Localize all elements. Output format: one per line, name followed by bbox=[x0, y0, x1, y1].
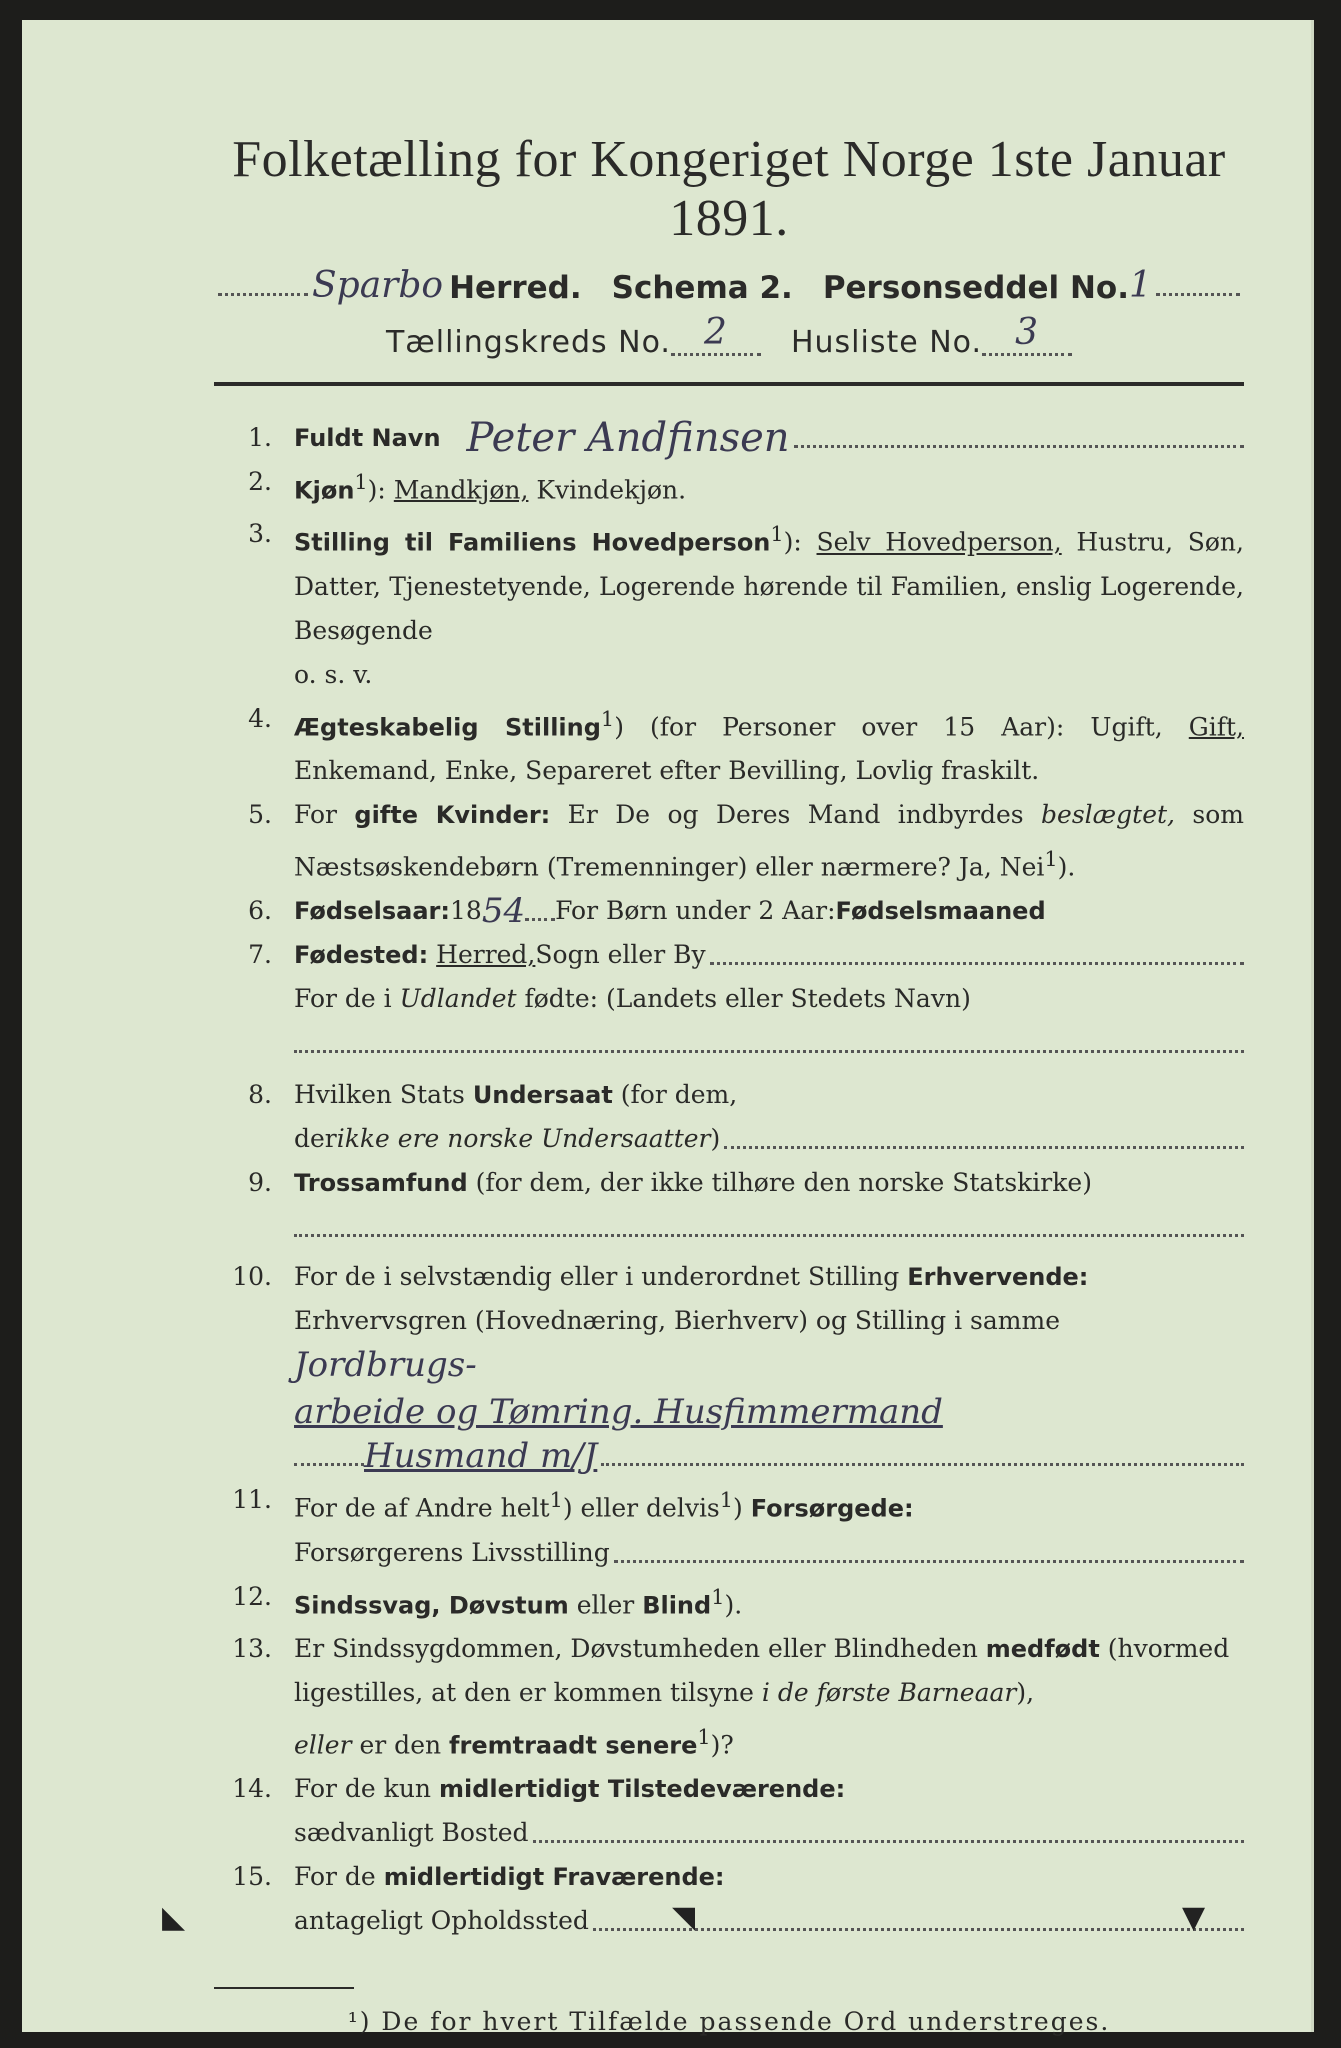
text: 18 bbox=[450, 896, 482, 926]
dotted-fill bbox=[794, 445, 1244, 448]
item-12 bbox=[214, 1575, 1244, 1627]
personseddel-handwritten: 1 bbox=[1128, 265, 1152, 306]
text: Er Sindssygdommen, Døvstumheden eller Blindheden bbox=[294, 1633, 986, 1663]
text: Sogn eller By bbox=[535, 940, 706, 970]
text: ): bbox=[367, 475, 386, 505]
answer-occupation-1: Jordbrugs- bbox=[294, 1345, 477, 1386]
kreds-line bbox=[214, 306, 1244, 360]
question-label: midlertidigt Fraværende: bbox=[383, 1863, 725, 1892]
text: For bbox=[294, 799, 355, 829]
footnote-marker: 1 bbox=[770, 522, 784, 547]
text: Udlandet bbox=[399, 984, 517, 1014]
text: o. s. v. bbox=[294, 659, 373, 689]
item-2 bbox=[214, 460, 1244, 512]
herred-line bbox=[214, 254, 1244, 306]
text: For de i selvstændig eller i underordnet Stilling bbox=[294, 1262, 908, 1292]
question-label: Kjøn bbox=[294, 476, 355, 505]
item-number: 6. bbox=[248, 896, 272, 926]
text: For Børn under 2 Aar: bbox=[555, 896, 836, 926]
item-number: 1. bbox=[248, 423, 272, 452]
text: der bbox=[294, 1124, 337, 1154]
header-rule bbox=[214, 382, 1244, 386]
item-10 bbox=[214, 1255, 1244, 1478]
item-number: 12. bbox=[232, 1581, 272, 1611]
item-number: 8. bbox=[248, 1080, 272, 1110]
question-label: Blind bbox=[642, 1590, 712, 1619]
item-5 bbox=[214, 793, 1244, 889]
form-title: Folketælling for Kongeriget Norge 1ste Januar 1891. bbox=[232, 131, 1226, 247]
kreds-label: Tællingskreds No. bbox=[385, 325, 671, 360]
text: sædvanligt Bosted bbox=[294, 1818, 529, 1848]
dotted-fill bbox=[218, 293, 308, 296]
text: som Næstsøskendebørn (Tremenninger) eller nærmere? Ja, Nei bbox=[294, 799, 1244, 882]
question-label: Erhvervende: bbox=[907, 1263, 1089, 1292]
husliste-label: Husliste No. bbox=[790, 325, 983, 360]
question-label: Forsørgede: bbox=[750, 1494, 914, 1523]
item-15 bbox=[214, 1855, 1244, 1943]
text: For de kun bbox=[294, 1774, 439, 1804]
corner-mark-icon: ▼ bbox=[1182, 1900, 1206, 1935]
item-13 bbox=[214, 1627, 1244, 1767]
text: beslægtet, bbox=[1041, 799, 1175, 829]
answer-birthyear: 54 bbox=[481, 891, 526, 932]
text: eller bbox=[568, 1589, 643, 1619]
footnote-marker: 1 bbox=[1044, 846, 1058, 871]
item-number: 13. bbox=[232, 1633, 272, 1663]
dotted-fill bbox=[601, 1463, 1244, 1466]
text: (hvormed ligestilles, at den er kommen tilsyne bbox=[294, 1633, 1230, 1707]
personseddel-label: Personseddel No. bbox=[822, 270, 1129, 306]
dotted-fill bbox=[710, 962, 1244, 965]
item-11 bbox=[214, 1478, 1244, 1574]
item-9 bbox=[214, 1161, 1244, 1249]
option-underlined: Gift, bbox=[1188, 711, 1244, 741]
item-number: 11. bbox=[232, 1485, 272, 1515]
text: ) (for Personer over 15 Aar): Ugift, bbox=[614, 711, 1163, 741]
answer-occupation-2: arbeide og Tømring. Husfimmermand bbox=[294, 1392, 943, 1433]
text: ) bbox=[710, 1124, 721, 1154]
husliste-handwritten: 3 bbox=[982, 312, 1072, 356]
answer-name: Peter Andfinsen bbox=[466, 415, 790, 461]
question-label: Fødested: bbox=[294, 941, 429, 970]
herred-handwritten: Sparbo bbox=[312, 265, 444, 306]
question-label: gifte Kvinder: bbox=[354, 800, 551, 829]
text: For de af Andre helt bbox=[294, 1493, 550, 1523]
question-label: medfødt bbox=[985, 1634, 1100, 1663]
dotted-fill bbox=[294, 1050, 1244, 1053]
herred-label: Herred. bbox=[449, 270, 582, 306]
item-6 bbox=[214, 889, 1244, 933]
answer-occupation-3: Husmand m/J bbox=[364, 1436, 598, 1477]
option-underlined: Selv Hovedperson, bbox=[816, 527, 1062, 557]
form-content bbox=[214, 130, 1244, 2036]
footnote: ¹) De for hvert Tilfælde passende Ord understreges. bbox=[347, 2007, 1111, 2037]
item-7 bbox=[214, 933, 1244, 1065]
item-8 bbox=[214, 1073, 1244, 1161]
census-form-sheet bbox=[22, 20, 1314, 2037]
schema-label: Schema 2. bbox=[611, 270, 793, 306]
item-number: 5. bbox=[248, 799, 272, 829]
option-underlined: Herred, bbox=[436, 940, 536, 970]
text: ). bbox=[1057, 852, 1076, 882]
question-label: Stilling til Familiens Hovedperson bbox=[294, 528, 771, 557]
text: eller bbox=[294, 1730, 352, 1760]
question-label: Fuldt Navn bbox=[294, 424, 441, 452]
text: ) eller delvis bbox=[562, 1493, 720, 1523]
dotted-fill bbox=[533, 1840, 1244, 1843]
question-label: midlertidigt Tilstedeværende: bbox=[438, 1775, 846, 1804]
question-label: fremtraadt senere bbox=[449, 1731, 698, 1760]
text: Hvilken Stats bbox=[294, 1080, 473, 1110]
question-label: Fødselsmaaned bbox=[835, 897, 1046, 926]
item-number: 2. bbox=[248, 467, 272, 496]
footnote-marker: 1 bbox=[354, 470, 368, 494]
text: er den bbox=[351, 1730, 450, 1760]
kreds-handwritten: 2 bbox=[671, 312, 761, 356]
option-text: Hustru, Søn, Datter, Tjenestetyende, Logerende hørende til Familien, enslig Logerende, Besøgende bbox=[294, 527, 1244, 645]
text: Forsørgerens Livsstilling bbox=[294, 1537, 610, 1567]
question-label: Fødselsaar: bbox=[294, 897, 450, 926]
option-text: Kvindekjøn. bbox=[528, 475, 687, 505]
text: ikke ere norske Undersaatter bbox=[336, 1124, 711, 1154]
dotted-fill bbox=[724, 1146, 1244, 1149]
footnote-marker: 1 bbox=[719, 1488, 734, 1513]
footnote-marker: 1 bbox=[549, 1488, 563, 1513]
item-number: 15. bbox=[232, 1862, 272, 1892]
text: antageligt Opholdssted bbox=[294, 1906, 589, 1936]
center-mark-icon: ◥ bbox=[672, 1900, 696, 1935]
item-4 bbox=[214, 697, 1244, 793]
text: ), bbox=[1016, 1677, 1035, 1707]
option-underlined: Mandkjøn, bbox=[393, 475, 529, 505]
item-number: 3. bbox=[248, 519, 272, 549]
dotted-fill bbox=[614, 1560, 1244, 1563]
item-14 bbox=[214, 1767, 1244, 1855]
text: fødte: (Landets eller Stedets Navn) bbox=[516, 984, 971, 1014]
footnote-marker: 1 bbox=[711, 1584, 725, 1609]
text: ). bbox=[724, 1589, 743, 1619]
text: ): bbox=[783, 527, 802, 557]
text: i de første Barneaar bbox=[761, 1677, 1017, 1707]
corner-mark-icon: ◣ bbox=[162, 1900, 186, 1935]
item-number: 4. bbox=[248, 703, 272, 733]
item-number: 10. bbox=[232, 1262, 272, 1292]
text: ) bbox=[733, 1493, 751, 1523]
dotted-fill bbox=[294, 1463, 364, 1466]
footnote-marker: 1 bbox=[600, 706, 615, 731]
item-number: 9. bbox=[248, 1168, 272, 1198]
text: )? bbox=[710, 1730, 734, 1760]
option-text: Enkemand, Enke, Separeret efter Bevilling, Lovlig fraskilt. bbox=[294, 755, 1040, 785]
text: For de i bbox=[294, 984, 400, 1014]
dotted-fill bbox=[294, 1234, 1244, 1237]
text: Erhvervsgren (Hovednæring, Bierhverv) og Stilling i samme bbox=[294, 1306, 1060, 1336]
text: Er De og Deres Mand indbyrdes bbox=[550, 799, 1042, 829]
question-label: Ægteskabelig Stilling bbox=[294, 712, 601, 741]
item-number: 14. bbox=[232, 1774, 272, 1804]
question-label: Trossamfund bbox=[294, 1169, 468, 1198]
footnote-rule bbox=[214, 1987, 354, 1989]
text: (for dem, bbox=[612, 1080, 738, 1110]
dotted-fill bbox=[1156, 293, 1240, 296]
footnote-marker: 1 bbox=[697, 1724, 711, 1749]
text: For de bbox=[294, 1862, 384, 1892]
text: (for dem, der ikke tilhøre den norske Statskirke) bbox=[467, 1168, 1092, 1198]
question-label: Sindssvag, Døvstum bbox=[294, 1590, 569, 1619]
dotted-fill bbox=[525, 918, 555, 921]
item-number: 7. bbox=[248, 940, 272, 970]
question-label: Undersaat bbox=[472, 1081, 613, 1110]
item-1 bbox=[214, 416, 1244, 460]
item-3 bbox=[214, 512, 1244, 696]
